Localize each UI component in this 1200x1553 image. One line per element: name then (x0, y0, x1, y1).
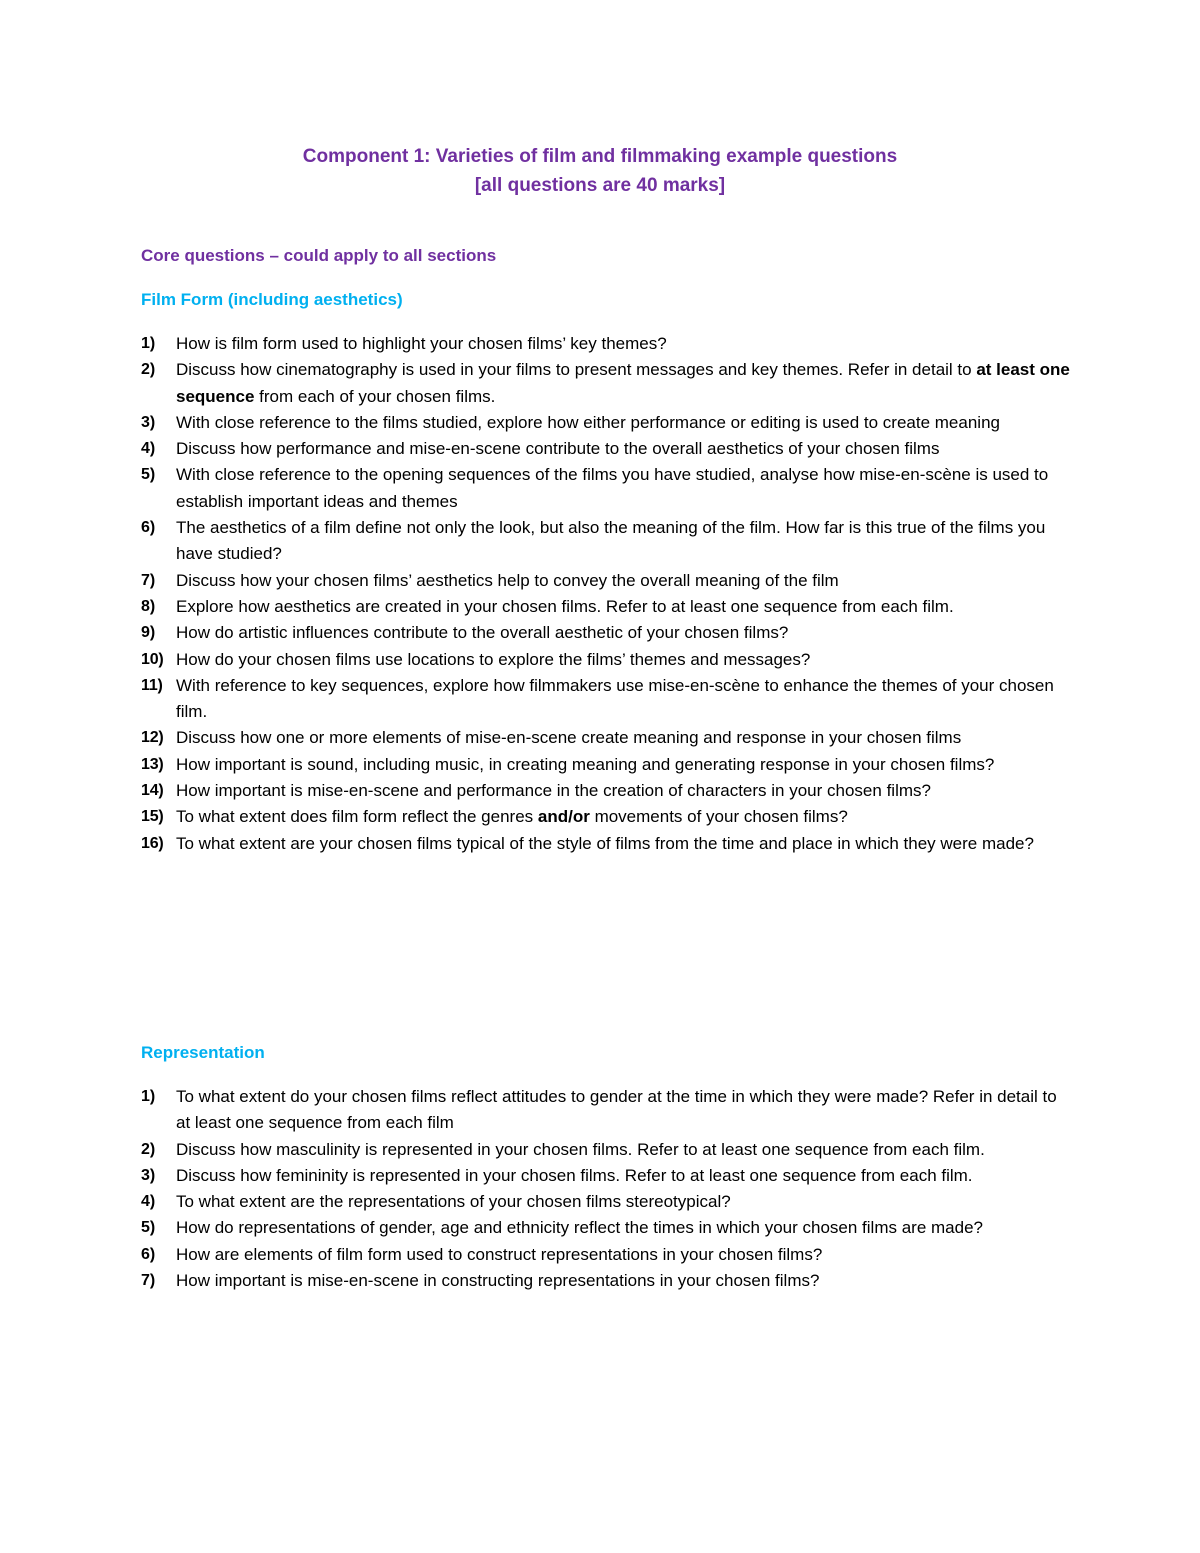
question-number: 1) (141, 1088, 156, 1105)
question-text: How important is mise-en-scene and performance in the creation of characters in your chosen films? (176, 781, 931, 801)
question-item (141, 1268, 1071, 1294)
question-number: 6) (141, 1245, 156, 1263)
question-item (141, 357, 1071, 410)
question-item (141, 410, 1071, 436)
question-item (141, 515, 1071, 568)
question-item (141, 831, 1071, 857)
question-item (141, 568, 1071, 594)
question-number: 6) (141, 519, 156, 537)
question-number: 8) (141, 597, 156, 615)
question-number: 3) (141, 413, 156, 431)
question-item (141, 594, 1071, 620)
document-title: Component 1: Varieties of film and filmmaking example questions (302, 146, 898, 167)
question-item (141, 725, 1071, 751)
question-item (141, 778, 1071, 804)
question-emphasis: and/or (537, 807, 590, 827)
question-item (141, 1215, 1071, 1241)
question-text: How is film form used to highlight your chosen films’ key themes? (176, 334, 667, 353)
question-item (141, 1137, 1071, 1163)
question-number: 1) (141, 335, 156, 352)
question-item (141, 1242, 1071, 1268)
question-number: 7) (141, 1272, 156, 1290)
question-number: 13) (141, 755, 164, 773)
question-item (141, 673, 1071, 726)
question-text: With reference to key sequences, explore how filmmakers use mise-en-scène to enhance the themes of your chosen film. (176, 675, 1054, 722)
question-number: 15) (141, 808, 164, 826)
question-text: How important is mise-en-scene in constructing representations in your chosen films? (176, 1271, 820, 1291)
question-text: With close reference to the films studied, explore how either performance or editing is used to create meaning (176, 412, 1000, 432)
question-number: 16) (141, 834, 164, 852)
question-number: 4) (141, 1193, 156, 1211)
film-form-question-list (141, 331, 1071, 857)
question-number: 3) (141, 1166, 156, 1184)
question-item (141, 462, 1071, 515)
question-text: How do representations of gender, age and ethnicity reflect the times in which your chosen films are made? (176, 1218, 983, 1238)
question-text: To what extent does film form reflect the genres (176, 807, 538, 827)
question-text: To what extent are your chosen films typical of the style of films from the time and place in which they were made? (176, 833, 1034, 853)
question-number: 2) (141, 361, 156, 379)
question-number: 12) (141, 729, 164, 747)
question-item (141, 436, 1071, 462)
question-item (141, 752, 1071, 778)
question-emphasis: at least one sequence (176, 360, 1070, 406)
question-item (141, 620, 1071, 646)
question-text: How do artistic influences contribute to the overall aesthetic of your chosen films? (176, 623, 789, 643)
question-item (141, 1084, 1071, 1137)
question-text: from each of your chosen films. (254, 386, 496, 406)
film-form-heading: Film Form (including aesthetics) (141, 290, 403, 309)
question-number: 11) (141, 676, 163, 694)
question-number: 5) (141, 466, 156, 484)
question-item (141, 1189, 1071, 1215)
question-text: To what extent do your chosen films reflect attitudes to gender at the time in which they were made? Refer in detail to at least one sequence from each film (176, 1087, 1057, 1133)
question-number: 14) (141, 782, 164, 800)
representation-heading: Representation (141, 1043, 265, 1062)
question-text: How do your chosen films use locations to explore the films’ themes and messages? (176, 649, 811, 669)
question-text: To what extent are the representations of your chosen films stereotypical? (176, 1192, 731, 1212)
question-text: Discuss how your chosen films’ aesthetics help to convey the overall meaning of the film (176, 570, 839, 590)
question-text: How are elements of film form used to construct representations in your chosen films? (176, 1244, 823, 1264)
question-number: 4) (141, 440, 156, 458)
document-subtitle: [all questions are 40 marks] (474, 175, 726, 196)
question-number: 9) (141, 624, 156, 642)
question-text: Discuss how femininity is represented in your chosen films. Refer to at least one sequence from each film. (176, 1165, 973, 1185)
question-item (141, 804, 1071, 830)
question-item (141, 1163, 1071, 1189)
question-text: Discuss how performance and mise-en-scene contribute to the overall aesthetics of your chosen films (176, 439, 940, 459)
question-text: Discuss how one or more elements of mise-en-scene create meaning and response in your chosen films (176, 728, 962, 748)
question-number: 10) (141, 650, 164, 668)
question-text: How important is sound, including music, in creating meaning and generating response in your chosen films? (176, 754, 995, 774)
question-item (141, 331, 1071, 357)
question-text: Discuss how cinematography is used in your films to present messages and key themes. Refer in detail to (176, 360, 977, 380)
question-text: The aesthetics of a film define not only the look, but also the meaning of the film. How far is this true of the films you have studied? (176, 518, 1046, 564)
question-number: 5) (141, 1219, 156, 1237)
representation-question-list (141, 1084, 1071, 1294)
question-text: With close reference to the opening sequences of the films you have studied, analyse how mise-en-scène is used to establish important ideas and themes (176, 465, 1049, 511)
core-questions-heading: Core questions – could apply to all sections (141, 246, 497, 265)
question-number: 7) (141, 571, 156, 589)
question-item (141, 647, 1071, 673)
question-text: Discuss how masculinity is represented in your chosen films. Refer to at least one sequence from each film. (176, 1139, 985, 1159)
question-text: movements of your chosen films? (589, 807, 848, 827)
question-text: Explore how aesthetics are created in your chosen films. Refer to at least one sequence from each film. (176, 596, 954, 616)
question-number: 2) (141, 1140, 156, 1158)
